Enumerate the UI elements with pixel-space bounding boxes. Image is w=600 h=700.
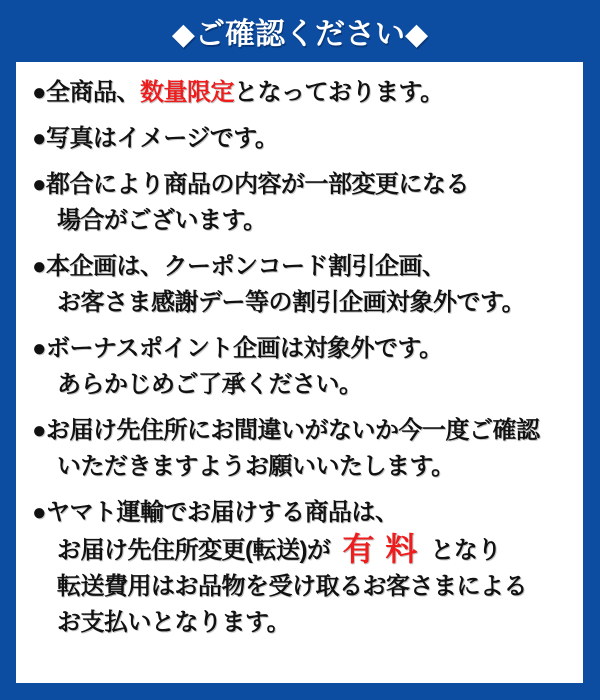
notice-item-yamato-forwarding-fee [32, 495, 565, 641]
notice-item-7-line-2 [32, 531, 565, 569]
notice-item-7-line-3: 転送費用はお品物を受け取るお客さまによる [57, 573, 527, 600]
banner-title: ◆ご確認ください◆ [171, 18, 429, 51]
notice-item-6-line-1: ●お届け先住所にお間違いがないか今一度ご確認 [32, 417, 540, 444]
notice-item-4-line-1: ●本企画は、クーポンコード割引企画、 [32, 253, 446, 280]
notice-item-photo-image [32, 121, 565, 157]
notice-item-address-confirmation [32, 413, 565, 485]
notice-item-content-change [32, 167, 565, 239]
notice-item-4-line-2: お客さま感謝デー等の割引企画対象外です。 [57, 289, 526, 316]
banner-header [0, 0, 600, 62]
notice-item-7-line-4: お支払いとなります。 [57, 609, 291, 636]
notice-item-bonus-point-exclusion [32, 331, 565, 403]
notice-item-1-highlight: 数量限定 [140, 79, 234, 106]
notice-item-3-line-1: ●都合により商品の内容が一部変更になる [32, 171, 469, 198]
notice-item-5-line-2: あらかじめご了承ください。 [57, 371, 363, 398]
notice-item-7-line-2-pre: お届け先住所変更(転送)が [57, 537, 331, 564]
notice-item-6-line-2: いただきますようお願いいたします。 [57, 453, 455, 480]
notice-item-coupon-exclusion [32, 249, 565, 321]
notice-item-5-line-1: ●ボーナスポイント企画は対象外です。 [32, 335, 443, 362]
notice-panel [16, 62, 583, 683]
notice-item-1-text-post: となっております。 [234, 79, 444, 106]
notice-item-7-line-2-post: となり [430, 537, 501, 564]
notice-item-7-fee-highlight: 有 料 [342, 531, 419, 567]
notice-item-1-line-1 [32, 75, 565, 111]
notice-item-3-line-2: 場合がございます。 [57, 207, 267, 234]
notice-item-2-line-1: ●写真はイメージです。 [32, 125, 279, 152]
notice-item-7-line-1: ●ヤマト運輸でお届けする商品は、 [32, 499, 399, 526]
notice-item-1-text-pre: ●全商品、 [32, 79, 140, 106]
notice-item-limited-quantity [32, 75, 565, 111]
